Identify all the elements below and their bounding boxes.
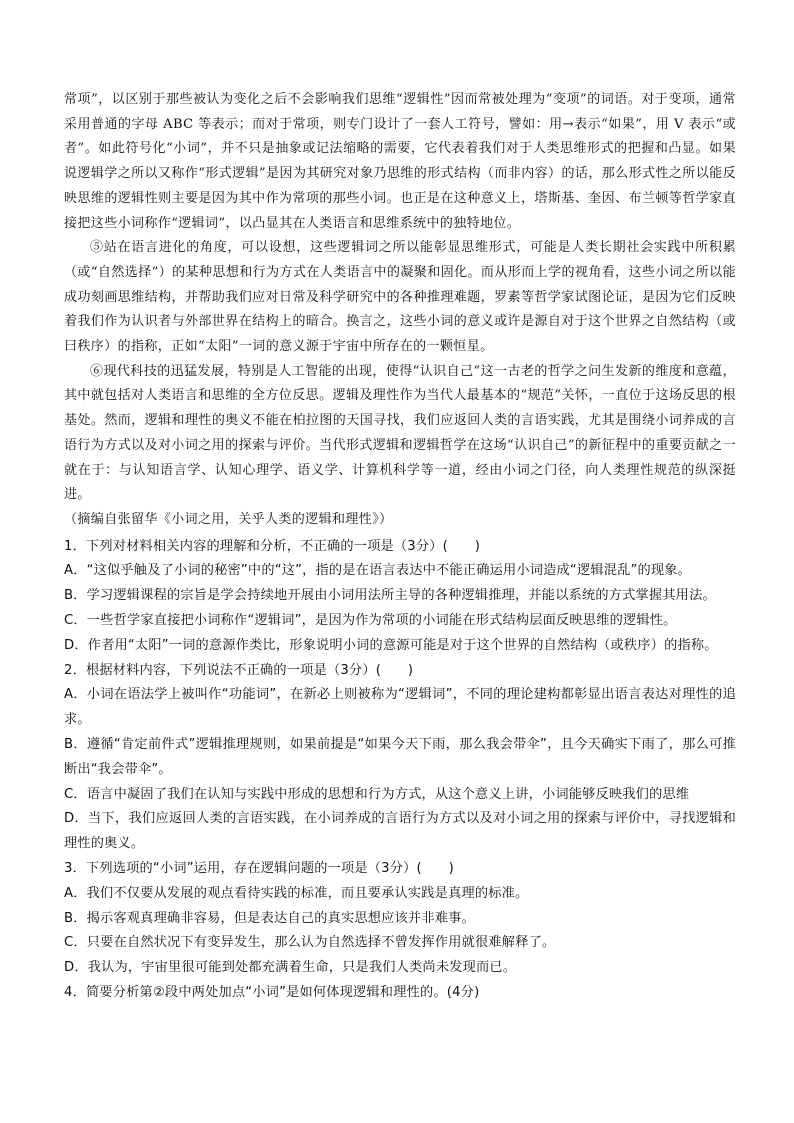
option-c: C．只要在自然状况下有变异发生，那么认为自然选择不曾发挥作用就很难解释了。 xyxy=(64,935,556,951)
option-a: A．我们不仅要从发展的观点看待实践的标准，而且要承认实践是真理的标准。 xyxy=(64,885,529,901)
option-c: C．一些哲学家直接把小词称作“逻辑词”，是因为作为常项的小词能在形式结构层面反映思维的逻辑性。 xyxy=(64,613,677,629)
paragraph-6: ⑥现代科技的迅猛发展，特别是人工智能的出现，使得“认识自己”这一古老的哲学之问生发新的维度和意蕴，其中就包括对人类语言和思维的全方位反思。逻辑及理性作为当代人最基本的“规范”关怀，一直位于这场反思的根基处。然而，逻辑和理性的奥义不能在柏拉图的天国寻找，我们应返回人类的言语实践，尤其是围绕小词养成的言语行为方式以及对小词之用的探索与评价。当代形式逻辑和逻辑哲学在这场“认识自己”的新征程中的重要贡献之一就在于：与认知语言学、认知心理学、语义学、计算机科学等一道，经由小词之门径，向人类理性规范的纵深挺进。 xyxy=(64,363,736,503)
option-d: D．作者用“太阳”一词的意源作类比，形象说明小词的意源可能是对于这个世界的自然结构（或秩序）的指称。 xyxy=(64,637,718,653)
option-d: D．当下，我们应返回人类的言语实践，在小词养成的言语行为方式以及对小词之用的探索与评价中，寻找逻辑和理性的奥义。 xyxy=(64,811,736,852)
option-c: C．语言中凝固了我们在认知与实践中形成的思想和行为方式，从这个意义上讲，小词能够反映我们的思维 xyxy=(64,786,690,802)
question-2 xyxy=(64,659,736,857)
question-stem: 3．下列选项的“小词”运用，存在逻辑问题的一项是（3分）( ) xyxy=(64,861,455,877)
question-3 xyxy=(64,857,736,981)
option-a: A．“这似乎触及了小词的秘密”中的“这”，指的是在语言表达中不能正确运用小词造成“逻辑混乱”的现象。 xyxy=(64,563,692,579)
paragraph-5: ⑤站在语言进化的角度，可以设想，这些逻辑词之所以能彰显思维形式，可能是人类长期社会实践中所积累（或“自然选择”）的某种思想和行为方式在人类语言中的凝聚和固化。而从形而上学的视角看，这些小词之所以能成功刻画思维结构，并帮助我们应对日常及科学研究中的各种推理难题，罗素等哲学家试图论证，是因为它们反映着我们作为认识者与外部世界在结构上的暗合。换言之，这些小词的意义或许是源自对于这个世界之自然结构（或曰秩序）的指称，正如“太阳”一词的意义源于宇宙中所存在的一颗恒星。 xyxy=(64,240,736,355)
paragraph-4-continuation: 常项”，以区别于那些被认为变化之后不会影响我们思维“逻辑性”因而常被处理为“变项”的词语。对于变项，通常采用普通的字母 ABC 等表示；而对于常项，则专门设计了一套人工符号，譬如：用→表示“如果”，用 V 表示“或者”。如此符号化“小词”，并不只是抽象或记法缩略的需要，它代表着我们对于人类思维形式的把握和凸显。如果说逻辑学之所以又称作“形式逻辑”是因为其研究对象乃思维的形式结构（而非内容）的话，那么形式性之所以能反映思维的逻辑性则主要是因为其中作为常项的那些小词。也正是在这种意义上，塔斯基、奎因、布兰顿等哲学家直接把这些小词称作“逻辑词”，以凸显其在人类语言和思维系统中的独特地位。 xyxy=(64,92,736,231)
option-d: D．我认为，宇宙里很可能到处都充满着生命，只是我们人类尚未发现而已。 xyxy=(64,960,517,976)
option-a: A．小词在语法学上被叫作“功能词”，在新必上则被称为“逻辑词”，不同的理论建构都彰显出语言表达对理性的追求。 xyxy=(64,687,736,728)
option-b: B．揭示客观真理确非容易，但是表达自己的真实思想应该并非难事。 xyxy=(64,910,475,926)
question-stem: 2．根据材料内容，下列说法不正确的一项是（3分）( ) xyxy=(64,662,414,678)
question-stem: 4．简要分析第②段中两处加点“小词”是如何体现逻辑和理性的。(4分) xyxy=(64,985,480,1000)
question-stem: 1．下列对材料相关内容的理解和分析，不正确的一项是（3分）( ) xyxy=(64,538,481,554)
reading-passage xyxy=(64,88,736,533)
option-b: B．遵循“肯定前件式”逻辑推理规则，如果前提是“如果今天下雨，那么我会带伞”，且今天确实下雨了，那么可推断出“我会带伞”。 xyxy=(64,737,736,777)
question-1 xyxy=(64,535,736,659)
passage-source: （摘编自张留华《小词之用，关乎人类的逻辑和理性》） xyxy=(64,511,393,527)
option-b: B．学习逻辑课程的宗旨是学会持续地开展由小词用法所主导的各种逻辑推理，并能以系统的方式掌握其用法。 xyxy=(64,588,716,604)
question-list xyxy=(64,535,736,1006)
question-4 xyxy=(64,981,736,1006)
